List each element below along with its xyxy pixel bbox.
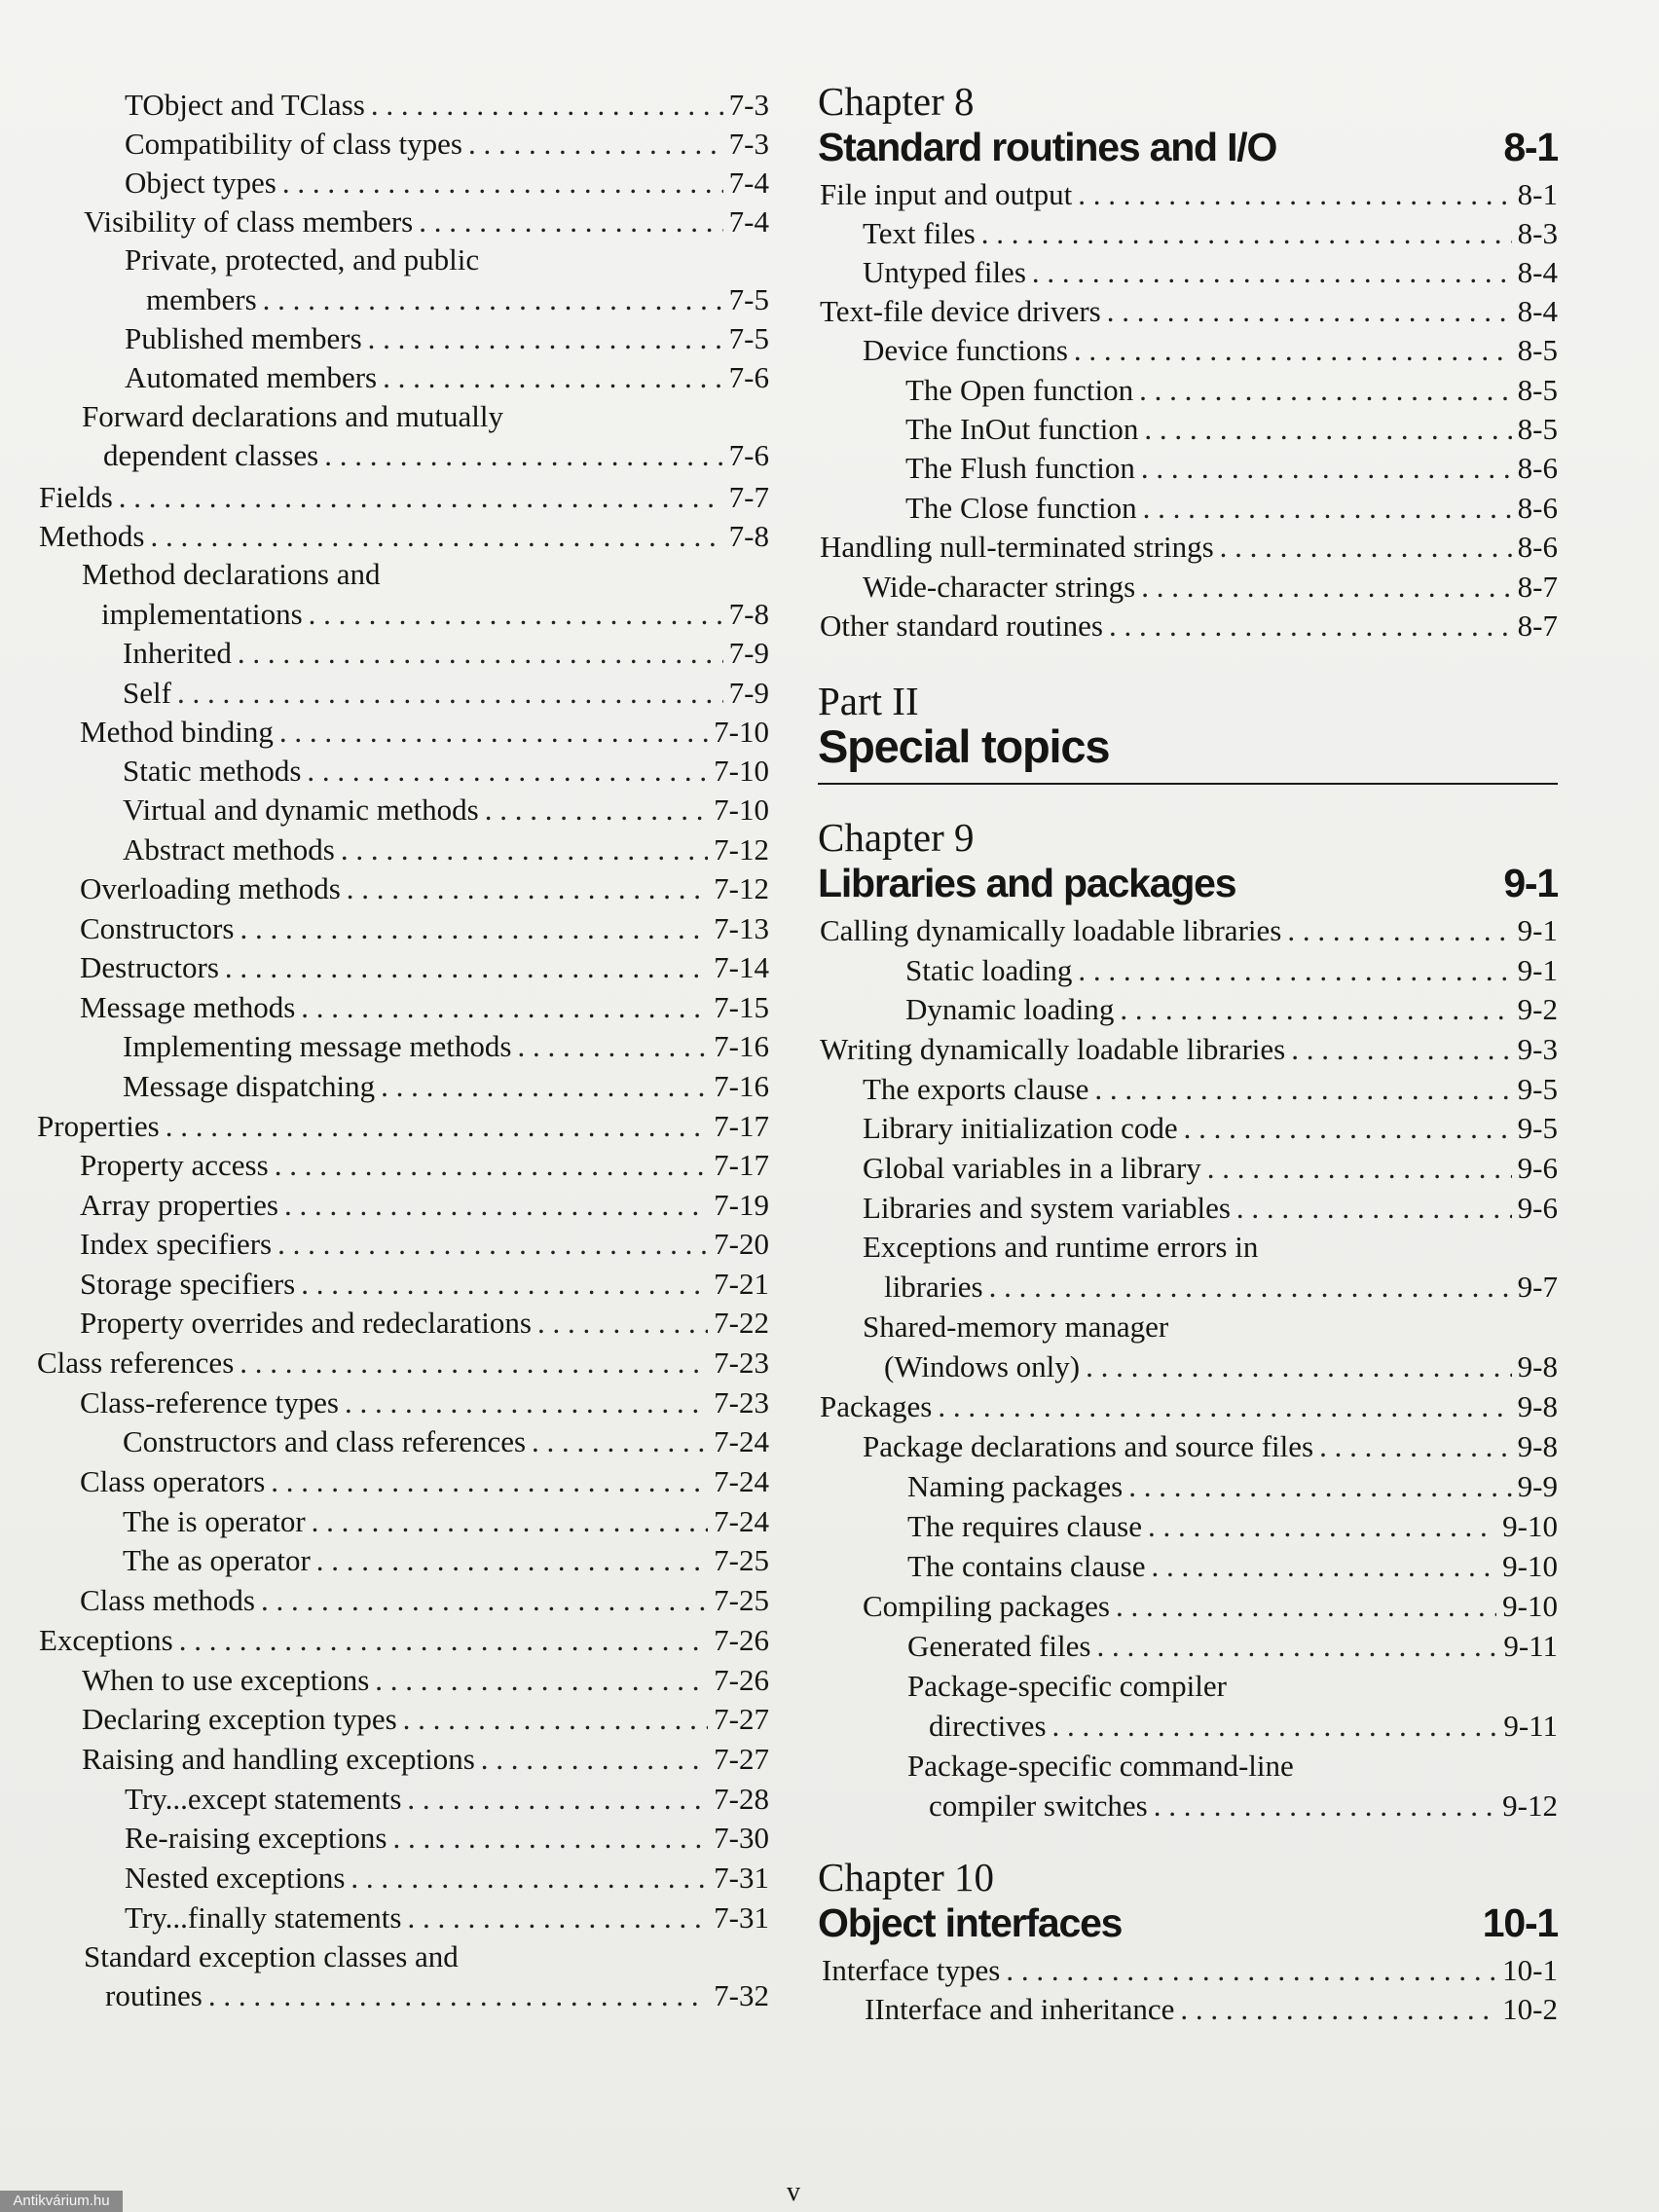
toc-entry: Static loading . . . 9-1 [818,951,1558,990]
toc-entry: Wide-character strings . . . 8-7 [818,568,1558,607]
toc-entry: The Open function . . . 8-5 [818,371,1558,410]
toc-entry: Class operators . . . 7-24 [37,1462,769,1501]
toc-entry: Try...except statements . . . 7-28 [37,1780,769,1819]
toc-entry: Constructors and class references . . . 7-24 [37,1422,769,1461]
toc-entry: Naming packages . . . 9-9 [818,1467,1558,1506]
toc-entry: TObject and TClass . . . 7-3 [37,86,769,125]
toc-entry: Overloading methods . . . 7-12 [37,869,769,908]
toc-entry: routines . . . 7-32 [37,1976,769,2015]
toc-entry: Global variables in a library . . . 9-6 [818,1149,1558,1188]
watermark: Antikvárium.hu [0,2191,123,2212]
toc-entry: directives . . . 9-11 [818,1707,1558,1746]
toc-entry: Calling dynamically loadable libraries . . . 9-1 [818,911,1558,950]
toc-entry: Compiling packages . . . 9-10 [818,1587,1558,1626]
toc-entry-line: Package-specific command-line [907,1749,1294,1783]
part-label: Part II [818,679,919,723]
toc-entry: Properties . . . 7-17 [37,1107,769,1146]
toc-entry: Inherited . . . 7-9 [37,634,769,673]
chapter-label: Chapter 8 [818,79,975,124]
chapter-label: Chapter 10 [818,1855,995,1899]
toc-entry: File input and output . . . 8-1 [818,175,1558,214]
toc-entry-line: Private, protected, and public [125,242,480,276]
toc-entry: Visibility of class members . . . 7-4 [37,203,769,241]
toc-entry: members . . . 7-5 [37,280,769,319]
chapter-title: Standard routines and I/O 8-1 [818,125,1558,169]
toc-entry: compiler switches . . . 9-12 [818,1787,1558,1825]
toc-entry: Destructors . . . 7-14 [37,948,769,987]
toc-entry: Nested exceptions . . . 7-31 [37,1859,769,1898]
toc-entry: Method binding . . . 7-10 [37,713,769,752]
chapter-label: Chapter 9 [818,815,975,860]
toc-entry: Interface types . . . 10-1 [818,1951,1558,1990]
toc-entry: The Flush function . . . 8-6 [818,449,1558,488]
toc-entry: Writing dynamically loadable libraries . . . 9-3 [818,1030,1558,1069]
toc-entry-line: Forward declarations and mutually [82,399,504,433]
toc-entry: Exceptions . . . 7-26 [37,1621,769,1660]
toc-entry: Class methods . . . 7-25 [37,1581,769,1620]
toc-entry: Message methods . . . 7-15 [37,988,769,1027]
toc-entry: Static methods . . . 7-10 [37,752,769,791]
toc-entry: Libraries and system variables . . . 9-6 [818,1189,1558,1228]
toc-entry: Declaring exception types . . . 7-27 [37,1700,769,1739]
toc-entry-line: Exceptions and runtime errors in [863,1230,1259,1264]
toc-entry: Constructors . . . 7-13 [37,909,769,948]
part-title: Special topics [818,720,1558,785]
toc-entry: Handling null-terminated strings . . . 8-6 [818,528,1558,567]
toc-entry: The exports clause . . . 9-5 [818,1070,1558,1109]
toc-entry: Index specifiers . . . 7-20 [37,1225,769,1264]
toc-entry: Text files . . . 8-3 [818,214,1558,253]
toc-entry: (Windows only) . . . 9-8 [818,1347,1558,1386]
toc-entry: Untyped files . . . 8-4 [818,253,1558,292]
toc-entry-line: Package-specific compiler [907,1669,1227,1703]
toc-entry-line: Standard exception classes and [84,1939,459,1973]
toc-entry: Self . . . 7-9 [37,674,769,713]
toc-entry: dependent classes . . . 7-6 [37,436,769,475]
toc-entry: Virtual and dynamic methods . . . 7-10 [37,791,769,830]
toc-entry: Packages . . . 9-8 [818,1387,1558,1426]
toc-entry: The contains clause . . . 9-10 [818,1547,1558,1586]
toc-entry: The InOut function . . . 8-5 [818,410,1558,449]
chapter-title: Libraries and packages 9-1 [818,861,1558,905]
toc-entry: Fields . . . 7-7 [37,478,769,517]
toc-entry: implementations . . . 7-8 [37,595,769,634]
toc-entry: Property overrides and redeclarations . . . 7-22 [37,1304,769,1343]
chapter-title: Object interfaces 10-1 [818,1900,1558,1945]
toc-entry: Class-reference types . . . 7-23 [37,1383,769,1422]
toc-entry: The requires clause . . . 9-10 [818,1507,1558,1546]
toc-entry-line: Method declarations and [82,557,381,591]
toc-entry: Raising and handling exceptions . . . 7-27 [37,1740,769,1779]
toc-entry: Dynamic loading . . . 9-2 [818,990,1558,1029]
toc-entry: Object types . . . 7-4 [37,164,769,203]
toc-entry: Device functions . . . 8-5 [818,331,1558,370]
toc-entry: The Close function . . . 8-6 [818,489,1558,528]
toc-entry: Text-file device drivers . . . 8-4 [818,292,1558,331]
toc-entry: Storage specifiers . . . 7-21 [37,1265,769,1304]
toc-entry: Message dispatching . . . 7-16 [37,1067,769,1106]
toc-entry: The as operator . . . 7-25 [37,1541,769,1580]
toc-entry: Abstract methods . . . 7-12 [37,830,769,869]
toc-entry: Class references . . . 7-23 [37,1344,769,1382]
toc-entry: Library initialization code . . . 9-5 [818,1109,1558,1148]
toc-entry: Other standard routines . . . 8-7 [818,607,1558,645]
toc-entry: Generated files . . . 9-11 [818,1627,1558,1666]
toc-entry: Property access . . . 7-17 [37,1146,769,1185]
toc-entry: libraries . . . 9-7 [818,1268,1558,1307]
toc-entry: Automated members . . . 7-6 [37,358,769,397]
toc-entry: Package declarations and source files . . . 9-8 [818,1427,1558,1466]
toc-entry: Re-raising exceptions . . . 7-30 [37,1819,769,1858]
toc-entry: Array properties . . . 7-19 [37,1186,769,1225]
toc-entry: Methods . . . 7-8 [37,517,769,556]
toc-entry: Implementing message methods . . . 7-16 [37,1027,769,1066]
toc-entry: Published members . . . 7-5 [37,319,769,358]
toc-entry: Try...finally statements . . . 7-31 [37,1899,769,1937]
toc-entry: Compatibility of class types . . . 7-3 [37,125,769,164]
toc-entry: When to use exceptions . . . 7-26 [37,1661,769,1700]
toc-entry-line: Shared-memory manager [863,1309,1169,1344]
toc-entry: The is operator . . . 7-24 [37,1502,769,1541]
page-number: v [787,2177,800,2207]
toc-entry: IInterface and inheritance . . . 10-2 [818,1990,1558,2029]
